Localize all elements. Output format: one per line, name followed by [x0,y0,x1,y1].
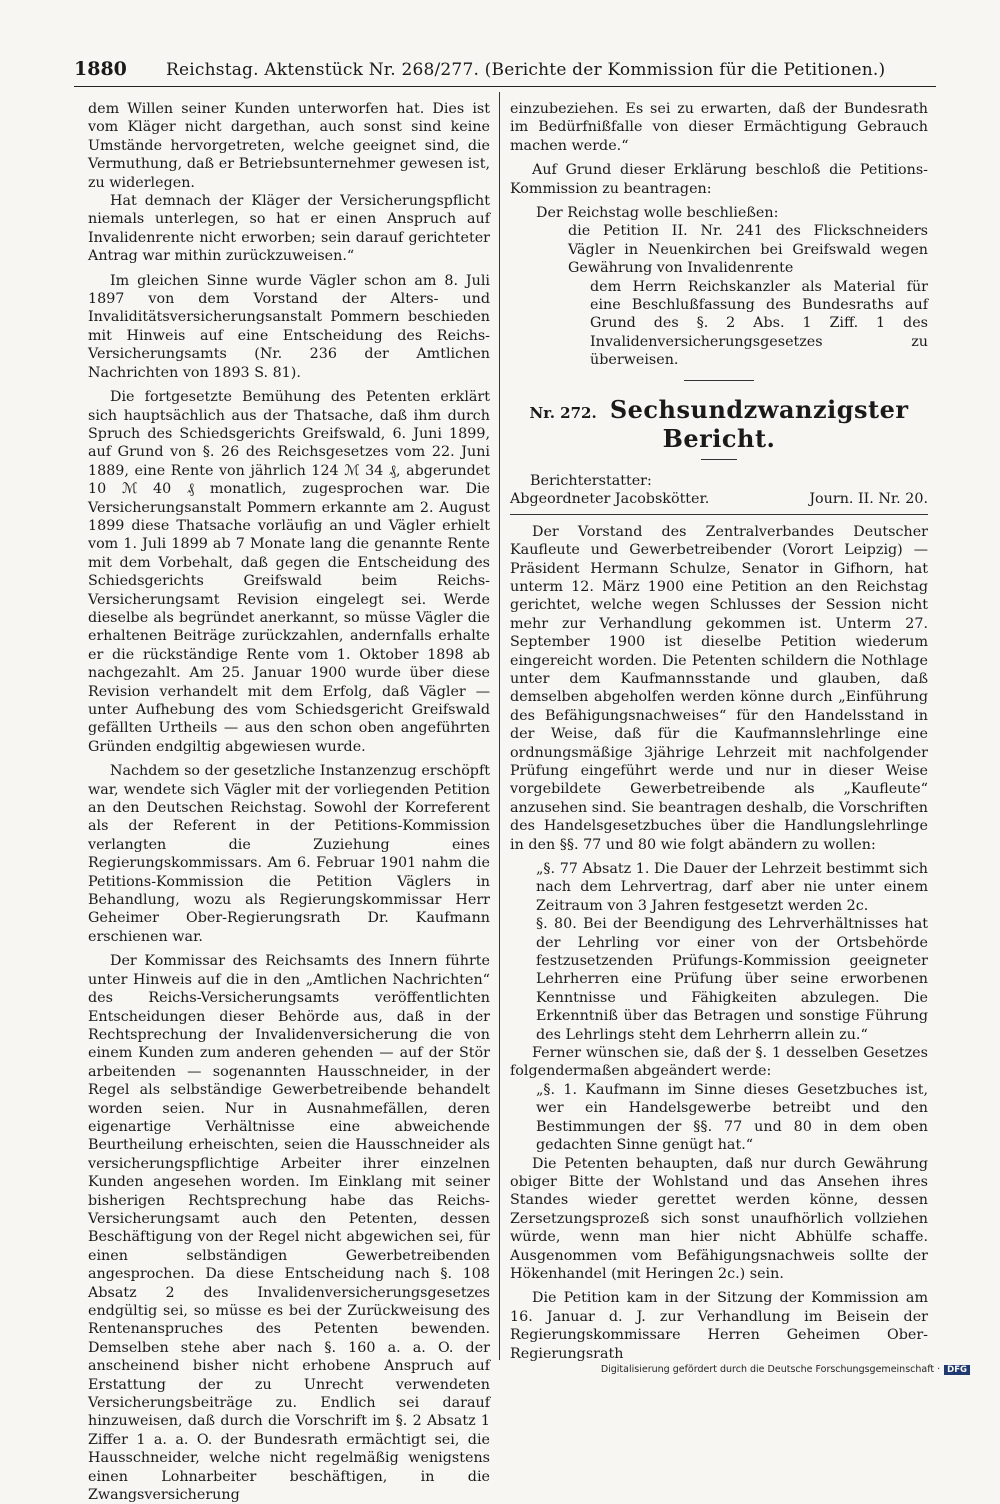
digitization-credit [601,1364,970,1375]
running-title: Reichstag. Aktenstück Nr. 268/277. (Berichte der Kommission für die Petitionen.) [166,60,886,80]
reporter-block [510,472,928,510]
paragraph: Ferner wünschen sie, daß der §. 1 desselben Gesetzes folgendermaßen abgeändert werde: [510,1045,928,1080]
paragraph: Auf Grund dieser Erklärung beschloß die Petitions-Kommission zu beantragen: [510,162,928,197]
report-number: Nr. 272. [529,403,597,422]
credit-text: Digitalisierung gefördert durch die Deutsche Forschungsgemeinschaft · [600,1364,941,1375]
paragraph: Die Petition kam in der Sitzung der Kommission am 16. Januar d. J. zur Verhandlung im Beisein der Regierungskommissare Herren Geheimen Ober-Regierungsrath [510,1290,928,1362]
paragraph: Der Vorstand des Zentralverbandes Deutscher Kaufleute und Gewerbetreibender (Vorort Leipzig) — Präsident Hermann Schulze, Senator in Gifhorn, hat unterm 12. März 1900 eine Petition an den Reichstag gerichtet, welche wegen Schlusses der Session nicht mehr zur Verhandlung gekommen ist. Unterm 27. September 1900 ist dieselbe Petition wiederum eingereicht worden. Die Petenten schildern die Nothlage unter dem Kaufmannsstande und glauben, daß demselben abgeholfen werden könne durch „Einführung des Befähigungsnachweises“ für den Handelsstand in der Weise, daß für die Kaufmannslehrlinge eine ordnungsmäßige 3jährige Lehrzeit mit nachfolgender Prüfung eingeführt werde und nur in dieser Weise vorgebildete Gewerbetreibende als „Kaufleute“ anzusehen sind. Sie beantragen deshalb, die Vorschriften des Handelsgesetzbuches über die Handlungslehrlinge in den §§. 77 und 80 wie folgt abändern zu wollen: [510,523,928,853]
paragraph: einzubeziehen. Es sei zu erwarten, daß der Bundesrath im Bedürfnißfalle von dieser Ermächtigung Gebrauch machen werde.“ [510,101,928,154]
separator-rule [510,514,928,515]
page-number: 1880 [74,58,127,80]
paragraph: Die Petenten behaupten, daß nur durch Gewährung obiger Bitte der Wohlstand und das Ansehen ihres Standes wieder gerettet werden könne, dessen Zersetzungsprozeß sich sonst unaufhörlich vollziehen würde, wenn man hier nicht Abhülfe schaffe. Ausgenommen vom Befähigungsnachweis sollte der Hökenhandel (mit Heringen 2c.) sein. [510,1155,928,1282]
paragraph: Der Kommissar des Reichsamts des Innern führte unter Hinweis auf die in den „Amtlichen Nachrichten“ des Reichs-Versicherungsamts veröffentlichten Entscheidungen dieser Behörde aus, daß in der Rechtsprechung der Invalidenversicherung die von einem Kunden zum anderen gehenden — auf der Stör arbeitenden — sogenannten Hausschneider, in der Regel als selbständige Gewerbetreibende behandelt worden seien. Nur in Ausnahmefällen, deren eigenartige Verhältnisse eine abweichende Beurtheilung erheischten, seien die Hausschneider als versicherungspflichtige Arbeiter ihrer einzelnen Kunden angesehen worden. Im Einklang mit seiner bisherigen Rechtsprechung habe das Reichs-Versicherungsamt auch den Petenten, dessen Beschäftigung von der Regel nicht abgewichen sei, für einen selbständigen Gewerbetreibenden angesprochen. Da diese Entscheidung nach §. 108 Absatz 2 des Invalidenversicherungsgesetzes endgültig sei, so müsse es bei der Zurückweisung des Rentenanspruches des Petenten bewenden. Demselben stehe aber nach §. 160 a. a. O. der anscheinend bisher nicht erhobene Anspruch auf Erstattung der zu Unrecht verwendeten Versicherungsbeiträge zu. Endlich sei darauf hinzuweisen, daß durch die Vorschrift im §. 2 Absatz 1 Ziffer 1 a. a. O. der Bundesrath ermächtigt sei, die Hausschneider, welche nicht regelmäßig wenigstens einen Lohnarbeiter beschäftigen, in die Zwangsversicherung [88,953,490,1504]
quoted-paragraph: „§. 1. Kaufmann im Sinne dieses Gesetzbuches ist, wer ein Handelsgewerbe betreibt und den Bestimmungen der §§. 77 und 80 in dem oben gedachten Sinne genügt hat.“ [536,1081,928,1154]
reporter-name: Abgeordneter Jacobskötter. [510,490,710,507]
resolution-intro: Der Reichstag wolle beschließen: [536,205,779,222]
paragraph: Die fortgesetzte Bemühung des Petenten erklärt sich hauptsächlich aus der Thatsache, daß ihm durch Spruch des Schiedsgerichts Greifswald, 6. Juni 1899, auf Grund von §. 26 des Reichsgesetzes vom 22. Juni 1889, eine Rente von jährlich 124 ℳ 34 ₰, abgerundet 10 ℳ 40 ₰ monatlich, zugesprochen war. Die Versicherungsanstalt Pommern erkannte am 2. August 1899 diese Thatsache vorläufig an und Vägler erhielt vom 1. Juli 1899 ab 7 Monate lang die genannte Rente mit dem Vorbehalt, daß gegen die Entscheidung des Schiedsgerichts Greifswald beim Reichs-Versicherungsamt Revision eingelegt sei. Werde dieselbe als begründet anerkannt, so müsse Vägler die erhaltenen Beiträge zurückzahlen, andernfalls erhalte er die rückständige Rente vom 1. Oktober 1898 ab nachgezahlt. Am 25. Januar 1900 wurde über diese Revision verhandelt mit dem Erfolg, daß Vägler — unter Aufhebung des vom Schiedsgericht Greifswald gefällten Urtheils — aus den schon oben angeführten Gründen endgiltig abgewiesen wurde. [88,389,490,755]
column-divider [499,92,500,1360]
quoted-paragraph: „§. 77 Absatz 1. Die Dauer der Lehrzeit bestimmt sich nach dem Lehrvertrag, darf aber nie unter einem Zeitraum von 3 Jahren festgesetzt werden 2c. [536,861,928,914]
dfg-logo: DFG [944,1365,970,1375]
separator-rule [701,459,737,460]
report-heading [510,395,928,453]
journal-reference: Journ. II. Nr. 20. [809,490,928,507]
separator-rule [684,380,754,381]
resolution-text: dem Herrn Reichskanzler als Material für eine Beschlußfassung des Bundesraths auf Grund des §. 2 Abs. 1 Ziff. 1 des Invalidenversicherungsgesetzes zu überweisen. [590,278,928,369]
page-header [74,56,936,87]
report-title: Sechsundzwanzigster Bericht. [609,394,909,453]
paragraph: Nachdem so der gesetzliche Instanzenzug erschöpft war, wendete sich Vägler mit der vorliegenden Petition an den Deutschen Reichstag. Sowohl der Korreferent als der Referent in der Petitions-Kommission verlangten die Zuziehung eines Regierungskommissars. Am 6. Februar 1901 nahm die Petitions-Kommission die Petition Väglers in Behandlung, wozu als Regierungskommissar Herr Geheimer Ober-Regierungsrath Dr. Kaufmann erschienen war. [88,763,490,945]
reporter-label: Berichterstatter: [530,472,652,489]
paragraph: Im gleichen Sinne wurde Vägler schon am 8. Juli 1897 von dem Vorstand der Alters- und Invaliditätsversicherungsanstalt Pommern beschieden mit Hinweis auf eine Entscheidung des Reichs-Versicherungsamts (Nr. 236 der Amtlichen Nachrichten von 1893 S. 81). [88,272,490,381]
paragraph: Hat demnach der Kläger der Versicherungspflicht niemals unterlegen, so hat er einen Anspruch auf Invalidenrente nicht erworben; sein darauf gerichteter Antrag war mithin zurückzuweisen.“ [88,193,490,265]
left-column [88,100,490,1504]
quoted-paragraph: §. 80. Bei der Beendigung des Lehrverhältnisses hat der Lehrling vor einer von der Ortsbehörde festzusetzenden Prüfungs-Kommission geeigneter Lehrherren eine Prüfung über seine erworbenen Kenntnisse und Fähigkeiten abzulegen. Die Erkenntniß über das Betragen und sonstige Führung des Lehrlings steht dem Lehrherrn allein zu.“ [536,916,928,1043]
resolution-text: die Petition II. Nr. 241 des Flickschneiders Vägler in Neuenkirchen bei Greifswald wegen Gewährung von Invalidenrente [568,223,928,277]
paragraph: dem Willen seiner Kunden unterworfen hat. Dies ist vom Kläger nicht dargethan, auch sonst sind keine Umstände hervorgetreten, welche geeignet sind, die Vermuthung, daß er Betriebsunternehmer gewesen ist, zu widerlegen. [88,101,490,191]
right-column [510,100,928,1363]
